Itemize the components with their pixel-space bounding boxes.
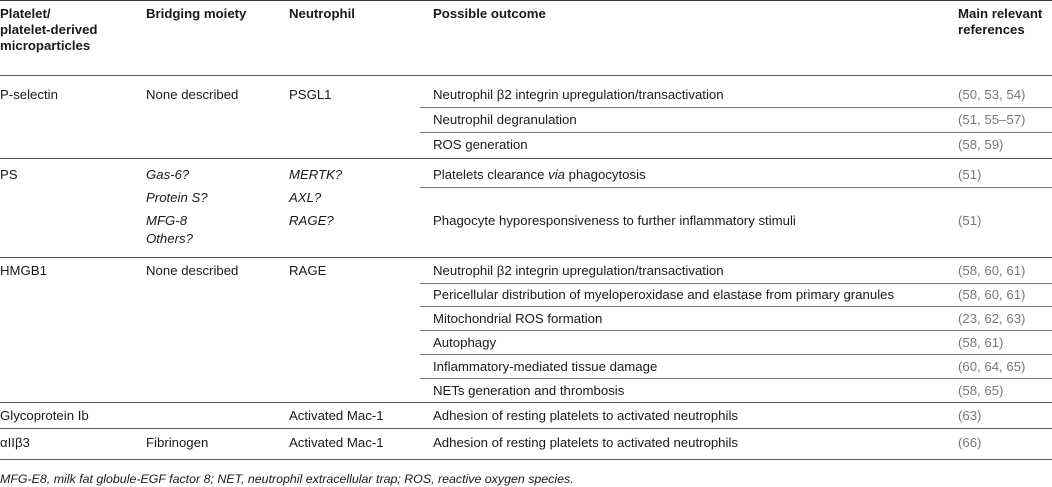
row-divider [420,378,1052,379]
row-hmgb1-ref-4[interactable]: (58, 61) [958,335,1004,350]
row-divider [420,330,1052,331]
row-ps-outcome-1: Platelets clearance via phagocytosis [433,167,646,182]
row-hmgb1-outcome-5: Inflammatory-mediated tissue damage [433,359,658,374]
header-outcome: Possible outcome [433,6,546,21]
header-references [958,6,1042,38]
table-footnote: MFG-E8, milk fat globule-EGF factor 8; NET, neutrophil extracellular trap; ROS, reactive oxygen species. [0,472,574,486]
row-hmgb1-bridge: None described [146,263,239,278]
header-platelet-line3: microparticles [0,38,91,53]
section-rule [0,428,1052,429]
row-ps-neutrophil-2: AXL? [289,190,322,205]
row-ps-bridge-2: Protein S? [146,190,208,205]
section-rule [0,257,1052,258]
row-gpib-outcome: Adhesion of resting platelets to activated neutrophils [433,408,738,423]
row-hmgb1-ref-2[interactable]: (58, 60, 61) [958,287,1026,302]
section-rule [0,402,1052,403]
row-hmgb1-outcome-2: Pericellular distribution of myeloperoxidase and elastase from primary granules [433,287,895,302]
row-ps-bridge-3: MFG-8 [146,213,188,228]
row-aiib3-platelet: αIIβ3 [0,435,30,450]
row-ps-bridge-1: Gas-6? [146,167,190,182]
row-pselectin-outcome-1: Neutrophil β2 integrin upregulation/transactivation [433,87,724,102]
row-pselectin-ref-2[interactable]: (51, 55–57) [958,112,1026,127]
row-divider [420,107,1052,108]
row-hmgb1-outcome-3: Mitochondrial ROS formation [433,311,603,326]
row-ps-outcome-2: Phagocyte hyporesponsiveness to further inflammatory stimuli [433,213,796,228]
table-top-rule [0,0,1052,1]
row-pselectin-platelet: P-selectin [0,87,58,102]
row-gpib-platelet: Glycoprotein Ib [0,408,89,423]
row-aiib3-bridge: Fibrinogen [146,435,209,450]
row-divider [420,354,1052,355]
header-bridging: Bridging moiety [146,6,247,21]
header-references-line2: references [958,22,1025,37]
header-platelet-line1: Platelet/ [0,6,51,21]
section-rule [0,158,1052,159]
row-gpib-neutrophil: Activated Mac-1 [289,408,384,423]
row-ps-bridge-4: Others? [146,231,193,246]
row-hmgb1-outcome-1: Neutrophil β2 integrin upregulation/transactivation [433,263,724,278]
row-pselectin-ref-3[interactable]: (58, 59) [958,137,1004,152]
row-hmgb1-outcome-4: Autophagy [433,335,497,350]
row-pselectin-outcome-2: Neutrophil degranulation [433,112,577,127]
header-references-line1: Main relevant [958,6,1043,21]
row-ps-platelet: PS [0,167,18,182]
row-divider [420,187,1052,188]
header-platelet-line2: platelet-derived [0,22,98,37]
row-aiib3-ref[interactable]: (66) [958,435,982,450]
row-aiib3-neutrophil: Activated Mac-1 [289,435,384,450]
header-neutrophil: Neutrophil [289,6,355,21]
row-hmgb1-ref-6[interactable]: (58, 65) [958,383,1004,398]
row-ps-ref-2[interactable]: (51) [958,213,982,228]
row-pselectin-outcome-3: ROS generation [433,137,528,152]
header-platelet [0,6,97,54]
row-divider [420,132,1052,133]
row-divider [420,283,1052,284]
row-ps-ref-1[interactable]: (51) [958,167,982,182]
row-pselectin-bridge: None described [146,87,239,102]
row-gpib-ref[interactable]: (63) [958,408,982,423]
row-aiib3-outcome: Adhesion of resting platelets to activated neutrophils [433,435,738,450]
row-hmgb1-ref-5[interactable]: (60, 64, 65) [958,359,1026,374]
row-hmgb1-ref-3[interactable]: (23, 62, 63) [958,311,1026,326]
row-ps-neutrophil-3: RAGE? [289,213,334,228]
row-ps-neutrophil-1: MERTK? [289,167,343,182]
row-hmgb1-ref-1[interactable]: (58, 60, 61) [958,263,1026,278]
header-rule [0,75,1052,76]
row-pselectin-ref-1[interactable]: (50, 53, 54) [958,87,1026,102]
row-hmgb1-neutrophil: RAGE [289,263,327,278]
row-hmgb1-outcome-6: NETs generation and thrombosis [433,383,625,398]
row-hmgb1-platelet: HMGB1 [0,263,47,278]
row-pselectin-neutrophil: PSGL1 [289,87,332,102]
table-bottom-rule [0,459,1052,460]
row-divider [420,306,1052,307]
